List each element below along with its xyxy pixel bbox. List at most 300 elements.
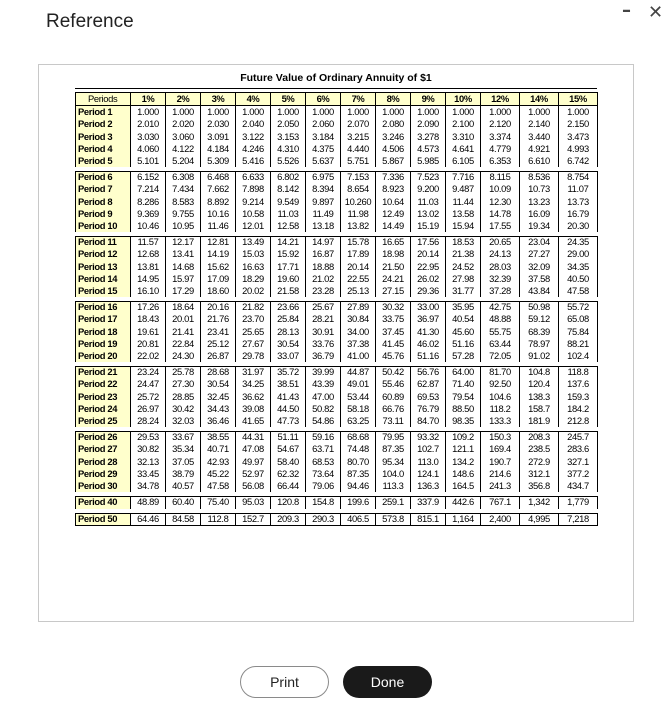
table-cell: 73.11 bbox=[376, 415, 411, 429]
table-cell: 66.44 bbox=[271, 480, 306, 494]
table-cell: 23.41 bbox=[201, 326, 236, 338]
table-cell: 8.115 bbox=[481, 169, 520, 183]
table-cell: 42.75 bbox=[481, 299, 520, 313]
table-cell: 36.79 bbox=[306, 350, 341, 364]
table-row bbox=[76, 480, 598, 494]
table-row bbox=[76, 143, 598, 155]
table-cell: 1,342 bbox=[520, 494, 559, 510]
table-cell: 241.3 bbox=[481, 480, 520, 494]
table-cell: 29.78 bbox=[236, 350, 271, 364]
period-label: Period 24 bbox=[76, 403, 131, 415]
table-cell: 50.82 bbox=[306, 403, 341, 415]
table-cell: 24.21 bbox=[376, 273, 411, 285]
table-cell: 20.30 bbox=[559, 220, 598, 234]
table-cell: 20.01 bbox=[166, 313, 201, 325]
period-label: Period 27 bbox=[76, 443, 131, 455]
close-icon[interactable]: ✕ bbox=[648, 2, 664, 23]
table-cell: 23.04 bbox=[520, 234, 559, 248]
table-header-row bbox=[76, 93, 598, 106]
table-row bbox=[76, 169, 598, 183]
table-cell: 13.82 bbox=[341, 220, 376, 234]
minimize-icon[interactable]: – bbox=[622, 0, 631, 21]
table-cell: 6.152 bbox=[131, 169, 166, 183]
print-button[interactable]: Print bbox=[240, 666, 329, 698]
table-cell: 33.75 bbox=[376, 313, 411, 325]
column-header-rate: 6% bbox=[306, 93, 341, 106]
table-cell: 312.1 bbox=[520, 468, 559, 480]
table-row bbox=[76, 443, 598, 455]
table-cell: 434.7 bbox=[559, 480, 598, 494]
table-cell: 3.030 bbox=[131, 131, 166, 143]
table-cell: 272.9 bbox=[520, 456, 559, 468]
table-cell: 48.89 bbox=[131, 494, 166, 510]
column-header-rate: 9% bbox=[411, 93, 446, 106]
period-label: Period 29 bbox=[76, 468, 131, 480]
table-cell: 245.7 bbox=[559, 429, 598, 443]
table-cell: 1.000 bbox=[520, 106, 559, 119]
table-cell: 37.38 bbox=[341, 338, 376, 350]
table-row bbox=[76, 106, 598, 119]
table-cell: 44.31 bbox=[236, 429, 271, 443]
table-cell: 11.57 bbox=[131, 234, 166, 248]
table-cell: 64.46 bbox=[131, 511, 166, 526]
title-rule bbox=[75, 88, 597, 89]
table-cell: 5.637 bbox=[306, 155, 341, 169]
table-cell: 25.72 bbox=[131, 391, 166, 403]
table-cell: 5.309 bbox=[201, 155, 236, 169]
table-cell: 36.46 bbox=[201, 415, 236, 429]
table-cell: 39.08 bbox=[236, 403, 271, 415]
table-cell: 2.150 bbox=[559, 118, 598, 130]
table-cell: 21.58 bbox=[271, 285, 306, 299]
table-cell: 54.86 bbox=[306, 415, 341, 429]
column-header-rate: 3% bbox=[201, 93, 236, 106]
table-cell: 13.58 bbox=[446, 208, 481, 220]
table-cell: 40.57 bbox=[166, 480, 201, 494]
table-cell: 11.07 bbox=[559, 183, 598, 195]
table-cell: 9.487 bbox=[446, 183, 481, 195]
table-cell: 37.05 bbox=[166, 456, 201, 468]
table-cell: 6.105 bbox=[446, 155, 481, 169]
table-cell: 79.06 bbox=[306, 480, 341, 494]
table-cell: 3.310 bbox=[446, 131, 481, 143]
table-cell: 24.13 bbox=[481, 248, 520, 260]
table-cell: 71.40 bbox=[446, 378, 481, 390]
table-cell: 69.53 bbox=[411, 391, 446, 403]
table-cell: 1.000 bbox=[166, 106, 201, 119]
table-cell: 28.24 bbox=[131, 415, 166, 429]
table-cell: 88.21 bbox=[559, 338, 598, 350]
table-cell: 15.19 bbox=[411, 220, 446, 234]
table-cell: 14.97 bbox=[306, 234, 341, 248]
table-cell: 75.40 bbox=[201, 494, 236, 510]
table-cell: 35.34 bbox=[166, 443, 201, 455]
table-cell: 58.40 bbox=[271, 456, 306, 468]
table-cell: 20.14 bbox=[411, 248, 446, 260]
table-cell: 18.29 bbox=[236, 273, 271, 285]
table-cell: 3.440 bbox=[520, 131, 559, 143]
table-cell: 19.60 bbox=[271, 273, 306, 285]
table-cell: 20.02 bbox=[236, 285, 271, 299]
table-cell: 5.985 bbox=[411, 155, 446, 169]
done-button[interactable]: Done bbox=[343, 666, 432, 698]
table-cell: 118.2 bbox=[481, 403, 520, 415]
table-cell: 13.18 bbox=[306, 220, 341, 234]
table-cell: 7.898 bbox=[236, 183, 271, 195]
table-cell: 28.13 bbox=[271, 326, 306, 338]
table-cell: 21.02 bbox=[306, 273, 341, 285]
table-body bbox=[76, 106, 598, 526]
table-cell: 1.000 bbox=[131, 106, 166, 119]
table-cell: 41.00 bbox=[341, 350, 376, 364]
table-cell: 33.76 bbox=[306, 338, 341, 350]
table-cell: 2.010 bbox=[131, 118, 166, 130]
table-cell: 29.36 bbox=[411, 285, 446, 299]
table-cell: 18.88 bbox=[306, 261, 341, 273]
table-cell: 68.39 bbox=[520, 326, 559, 338]
table-cell: 41.30 bbox=[411, 326, 446, 338]
table-cell: 8.142 bbox=[271, 183, 306, 195]
table-row bbox=[76, 350, 598, 364]
table-cell: 3.184 bbox=[306, 131, 341, 143]
period-label: Period 7 bbox=[76, 183, 131, 195]
table-cell: 35.95 bbox=[446, 299, 481, 313]
table-cell: 150.3 bbox=[481, 429, 520, 443]
table-row bbox=[76, 403, 598, 415]
table-cell: 12.49 bbox=[376, 208, 411, 220]
table-cell: 20.65 bbox=[481, 234, 520, 248]
table-cell: 112.8 bbox=[201, 511, 236, 526]
table-cell: 12.01 bbox=[236, 220, 271, 234]
table-cell: 208.3 bbox=[520, 429, 559, 443]
period-label: Period 15 bbox=[76, 285, 131, 299]
table-cell: 164.5 bbox=[446, 480, 481, 494]
table-cell: 92.50 bbox=[481, 378, 520, 390]
column-header-rate: 12% bbox=[481, 93, 520, 106]
period-label: Period 5 bbox=[76, 155, 131, 169]
table-cell: 20.81 bbox=[131, 338, 166, 350]
table-cell: 1,164 bbox=[446, 511, 481, 526]
table-cell: 25.12 bbox=[201, 338, 236, 350]
table-cell: 68.53 bbox=[306, 456, 341, 468]
column-header-rate: 1% bbox=[131, 93, 166, 106]
table-cell: 8.583 bbox=[166, 196, 201, 208]
table-cell: 34.00 bbox=[341, 326, 376, 338]
table-cell: 327.1 bbox=[559, 456, 598, 468]
table-cell: 10.09 bbox=[481, 183, 520, 195]
period-label: Period 23 bbox=[76, 391, 131, 403]
table-cell: 102.7 bbox=[411, 443, 446, 455]
table-cell: 6.353 bbox=[481, 155, 520, 169]
table-cell: 84.58 bbox=[166, 511, 201, 526]
table-cell: 9.200 bbox=[411, 183, 446, 195]
table-cell: 68.68 bbox=[341, 429, 376, 443]
table-cell: 55.72 bbox=[559, 299, 598, 313]
table-cell: 2.090 bbox=[411, 118, 446, 130]
table-cell: 43.39 bbox=[306, 378, 341, 390]
table-cell: 102.4 bbox=[559, 350, 598, 364]
table-cell: 10.16 bbox=[201, 208, 236, 220]
table-row bbox=[76, 183, 598, 195]
table-cell: 51.16 bbox=[446, 338, 481, 350]
table-cell: 7.662 bbox=[201, 183, 236, 195]
table-cell: 17.09 bbox=[201, 273, 236, 285]
table-cell: 20.14 bbox=[341, 261, 376, 273]
table-cell: 8.394 bbox=[306, 183, 341, 195]
table-cell: 16.87 bbox=[306, 248, 341, 260]
table-cell: 209.3 bbox=[271, 511, 306, 526]
table-cell: 9.755 bbox=[166, 208, 201, 220]
table-cell: 43.84 bbox=[520, 285, 559, 299]
table-cell: 33.45 bbox=[131, 468, 166, 480]
table-cell: 4.641 bbox=[446, 143, 481, 155]
table-cell: 5.204 bbox=[166, 155, 201, 169]
table-cell: 45.76 bbox=[376, 350, 411, 364]
table-cell: 7,218 bbox=[559, 511, 598, 526]
table-cell: 95.03 bbox=[236, 494, 271, 510]
table-cell: 7.153 bbox=[341, 169, 376, 183]
table-cell: 18.60 bbox=[201, 285, 236, 299]
table-cell: 29.00 bbox=[559, 248, 598, 260]
table-cell: 19.61 bbox=[131, 326, 166, 338]
table-cell: 11.49 bbox=[306, 208, 341, 220]
table-cell: 26.87 bbox=[201, 350, 236, 364]
table-cell: 27.89 bbox=[341, 299, 376, 313]
column-header-rate: 2% bbox=[166, 93, 201, 106]
table-row bbox=[76, 391, 598, 403]
table-cell: 72.05 bbox=[481, 350, 520, 364]
table-cell: 2.080 bbox=[376, 118, 411, 130]
table-cell: 4.440 bbox=[341, 143, 376, 155]
table-cell: 66.76 bbox=[376, 403, 411, 415]
table-cell: 21.38 bbox=[446, 248, 481, 260]
table-cell: 35.72 bbox=[271, 364, 306, 378]
table-cell: 44.50 bbox=[271, 403, 306, 415]
table-cell: 406.5 bbox=[341, 511, 376, 526]
table-cell: 24.35 bbox=[559, 234, 598, 248]
table-cell: 18.43 bbox=[131, 313, 166, 325]
table-cell: 65.08 bbox=[559, 313, 598, 325]
table-cell: 93.32 bbox=[411, 429, 446, 443]
table-cell: 16.10 bbox=[131, 285, 166, 299]
table-cell: 4.246 bbox=[236, 143, 271, 155]
table-cell: 190.7 bbox=[481, 456, 520, 468]
table-cell: 4.184 bbox=[201, 143, 236, 155]
table-cell: 8.536 bbox=[520, 169, 559, 183]
column-header-rate: 4% bbox=[236, 93, 271, 106]
table-cell: 120.4 bbox=[520, 378, 559, 390]
table-cell: 23.24 bbox=[131, 364, 166, 378]
period-label: Period 10 bbox=[76, 220, 131, 234]
table-cell: 2.100 bbox=[446, 118, 481, 130]
table-cell: 12.58 bbox=[271, 220, 306, 234]
table-cell: 38.51 bbox=[271, 378, 306, 390]
table-cell: 12.30 bbox=[481, 196, 520, 208]
table-cell: 6.742 bbox=[559, 155, 598, 169]
table-cell: 21.82 bbox=[236, 299, 271, 313]
table-cell: 54.67 bbox=[271, 443, 306, 455]
table-cell: 2.040 bbox=[236, 118, 271, 130]
table-cell: 21.50 bbox=[376, 261, 411, 273]
table-cell: 4.060 bbox=[131, 143, 166, 155]
table-cell: 8.654 bbox=[341, 183, 376, 195]
table-cell: 30.91 bbox=[306, 326, 341, 338]
table-cell: 45.22 bbox=[201, 468, 236, 480]
table-cell: 2.030 bbox=[201, 118, 236, 130]
table-cell: 4.122 bbox=[166, 143, 201, 155]
table-cell: 10.260 bbox=[341, 196, 376, 208]
table-cell: 337.9 bbox=[411, 494, 446, 510]
table-cell: 23.66 bbox=[271, 299, 306, 313]
table-cell: 32.09 bbox=[520, 261, 559, 273]
table-cell: 2.050 bbox=[271, 118, 306, 130]
table-cell: 356.8 bbox=[520, 480, 559, 494]
table-cell: 3.215 bbox=[341, 131, 376, 143]
table-cell: 15.94 bbox=[446, 220, 481, 234]
table-cell: 37.28 bbox=[481, 285, 520, 299]
period-label: Period 11 bbox=[76, 234, 131, 248]
table-cell: 32.45 bbox=[201, 391, 236, 403]
table-cell: 199.6 bbox=[341, 494, 376, 510]
table-cell: 12.17 bbox=[166, 234, 201, 248]
table-cell: 1.000 bbox=[271, 106, 306, 119]
table-cell: 91.02 bbox=[520, 350, 559, 364]
table-cell: 124.1 bbox=[411, 468, 446, 480]
table-row bbox=[76, 118, 598, 130]
period-label: Period 2 bbox=[76, 118, 131, 130]
table-cell: 7.434 bbox=[166, 183, 201, 195]
table-cell: 2,400 bbox=[481, 511, 520, 526]
table-cell: 13.02 bbox=[411, 208, 446, 220]
table-cell: 44.87 bbox=[341, 364, 376, 378]
table-row bbox=[76, 208, 598, 220]
table-cell: 27.27 bbox=[520, 248, 559, 260]
table-cell: 15.78 bbox=[341, 234, 376, 248]
table-cell: 137.6 bbox=[559, 378, 598, 390]
table-cell: 10.58 bbox=[236, 208, 271, 220]
table-cell: 98.35 bbox=[446, 415, 481, 429]
table-cell: 32.13 bbox=[131, 456, 166, 468]
table-cell: 9.897 bbox=[306, 196, 341, 208]
table-cell: 27.67 bbox=[236, 338, 271, 350]
table-cell: 94.46 bbox=[341, 480, 376, 494]
table-cell: 1.000 bbox=[306, 106, 341, 119]
period-label: Period 3 bbox=[76, 131, 131, 143]
table-cell: 34.25 bbox=[236, 378, 271, 390]
table-cell: 377.2 bbox=[559, 468, 598, 480]
table-cell: 75.84 bbox=[559, 326, 598, 338]
table-cell: 20.16 bbox=[201, 299, 236, 313]
table-cell: 11.46 bbox=[201, 220, 236, 234]
table-cell: 13.41 bbox=[166, 248, 201, 260]
table-cell: 27.98 bbox=[446, 273, 481, 285]
table-cell: 26.02 bbox=[411, 273, 446, 285]
table-cell: 9.369 bbox=[131, 208, 166, 220]
table-cell: 3.246 bbox=[376, 131, 411, 143]
table-cell: 13.49 bbox=[236, 234, 271, 248]
table-cell: 64.00 bbox=[446, 364, 481, 378]
table-cell: 31.97 bbox=[236, 364, 271, 378]
table-cell: 32.03 bbox=[166, 415, 201, 429]
table-cell: 113.0 bbox=[411, 456, 446, 468]
table-cell: 4.310 bbox=[271, 143, 306, 155]
table-cell: 30.54 bbox=[201, 378, 236, 390]
table-cell: 12.68 bbox=[131, 248, 166, 260]
period-label: Period 4 bbox=[76, 143, 131, 155]
table-cell: 76.79 bbox=[411, 403, 446, 415]
table-cell: 24.47 bbox=[131, 378, 166, 390]
table-cell: 47.08 bbox=[236, 443, 271, 455]
table-cell: 7.716 bbox=[446, 169, 481, 183]
table-cell: 11.03 bbox=[271, 208, 306, 220]
table-cell: 3.374 bbox=[481, 131, 520, 143]
table-cell: 60.89 bbox=[376, 391, 411, 403]
table-cell: 133.3 bbox=[481, 415, 520, 429]
period-label: Period 8 bbox=[76, 196, 131, 208]
table-cell: 57.28 bbox=[446, 350, 481, 364]
period-label: Period 9 bbox=[76, 208, 131, 220]
table-cell: 212.8 bbox=[559, 415, 598, 429]
table-cell: 40.50 bbox=[559, 273, 598, 285]
table-cell: 49.01 bbox=[341, 378, 376, 390]
table-cell: 10.64 bbox=[376, 196, 411, 208]
table-row bbox=[76, 456, 598, 468]
table-cell: 815.1 bbox=[411, 511, 446, 526]
table-cell: 13.81 bbox=[131, 261, 166, 273]
table-cell: 8.923 bbox=[376, 183, 411, 195]
table-cell: 109.2 bbox=[446, 429, 481, 443]
table-cell: 28.21 bbox=[306, 313, 341, 325]
period-label: Period 21 bbox=[76, 364, 131, 378]
table-cell: 238.5 bbox=[520, 443, 559, 455]
table-cell: 13.73 bbox=[559, 196, 598, 208]
table-cell: 14.68 bbox=[166, 261, 201, 273]
table-cell: 62.87 bbox=[411, 378, 446, 390]
table-cell: 2.060 bbox=[306, 118, 341, 130]
table-cell: 3.153 bbox=[271, 131, 306, 143]
table-cell: 5.526 bbox=[271, 155, 306, 169]
table-cell: 59.16 bbox=[306, 429, 341, 443]
period-label: Period 16 bbox=[76, 299, 131, 313]
table-cell: 136.3 bbox=[411, 480, 446, 494]
table-cell: 16.79 bbox=[559, 208, 598, 220]
table-cell: 11.44 bbox=[446, 196, 481, 208]
table-cell: 2.070 bbox=[341, 118, 376, 130]
table-cell: 28.03 bbox=[481, 261, 520, 273]
table-cell: 47.58 bbox=[201, 480, 236, 494]
table-row bbox=[76, 364, 598, 378]
table-cell: 15.92 bbox=[271, 248, 306, 260]
table-cell: 6.610 bbox=[520, 155, 559, 169]
table-cell: 50.42 bbox=[376, 364, 411, 378]
table-cell: 25.65 bbox=[236, 326, 271, 338]
table-cell: 41.43 bbox=[271, 391, 306, 403]
period-label: Period 22 bbox=[76, 378, 131, 390]
period-label: Period 1 bbox=[76, 106, 131, 119]
table-cell: 41.65 bbox=[236, 415, 271, 429]
table-row bbox=[76, 285, 598, 299]
table-cell: 17.71 bbox=[271, 261, 306, 273]
table-cell: 4.921 bbox=[520, 143, 559, 155]
table-cell: 55.46 bbox=[376, 378, 411, 390]
table-cell: 169.4 bbox=[481, 443, 520, 455]
table-cell: 25.13 bbox=[341, 285, 376, 299]
table-cell: 104.0 bbox=[376, 468, 411, 480]
table-cell: 138.3 bbox=[520, 391, 559, 403]
column-header-rate: 8% bbox=[376, 93, 411, 106]
period-label: Period 18 bbox=[76, 326, 131, 338]
table-cell: 19.34 bbox=[520, 220, 559, 234]
